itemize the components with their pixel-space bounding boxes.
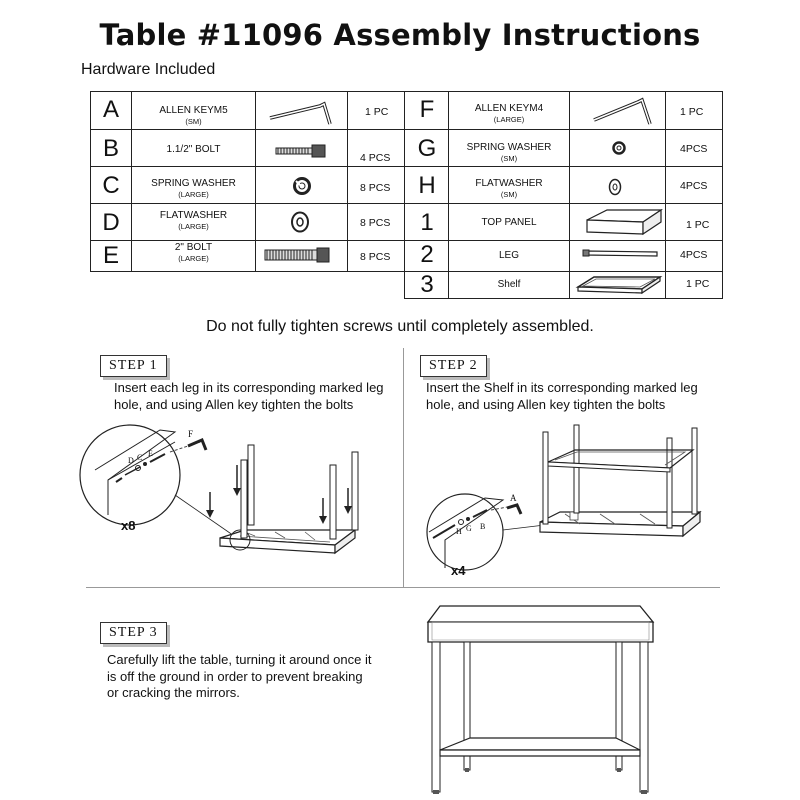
hardware-id: 2 [420, 241, 434, 268]
spring-washer-icon [293, 177, 311, 195]
hardware-name: FLATWASHER (LARGE) [159, 210, 228, 231]
hardware-id: D [102, 209, 120, 236]
leg-icon [583, 248, 663, 258]
flat-washer-icon [608, 178, 622, 196]
spring-washer-icon [612, 141, 626, 155]
allen-key-icon [592, 96, 662, 128]
allen-key-icon [268, 96, 338, 126]
hardware-qty: 1 PC [686, 219, 710, 231]
step-1-text: Insert each leg in its corresponding marked leg hole, and using Allen key tighten the bolts [114, 380, 384, 412]
step-3-text: Carefully lift the table, turning it around once it is off the ground in order to prevent breaking or cracking the mirrors. [107, 652, 372, 700]
hardware-name: ALLEN KEYM5 (SM) [159, 105, 228, 126]
callout-a: A [510, 493, 517, 503]
step-1-diagram [80, 420, 380, 580]
hardware-id: A [102, 96, 119, 123]
step-3-label: STEP 3 [100, 622, 167, 644]
hardware-qty: 4PCS [680, 180, 708, 192]
step-2-text: Insert the Shelf in its corresponding marked leg hole, and using Allen key tighten the bolts [426, 380, 698, 412]
hardware-qty: 8 PCS [360, 217, 391, 229]
hardware-qty: 4 PCS [360, 152, 391, 164]
hardware-id: C [102, 172, 120, 199]
callout-g: G [466, 524, 472, 533]
bolt-icon [276, 145, 328, 157]
hardware-qty: 8 PCS [360, 251, 391, 263]
divider-vertical [403, 348, 404, 588]
step-2-label: STEP 2 [420, 355, 487, 377]
hardware-name: Shelf [497, 279, 521, 290]
callout-c: C [137, 453, 143, 462]
hardware-id: H [418, 172, 436, 199]
hardware-subtitle: Hardware Included [81, 61, 216, 78]
hardware-name: 1.1/2" BOLT [166, 144, 221, 155]
hardware-qty: 8 PCS [360, 182, 391, 194]
hardware-name: SPRING WASHER (SM) [466, 142, 552, 163]
step-2-multiplier: x4 [451, 563, 466, 578]
hardware-name: 2" BOLT (LARGE) [174, 242, 213, 263]
hardware-name: LEG [498, 250, 519, 261]
flat-washer-icon [290, 211, 310, 233]
hardware-qty: 1 PC [365, 106, 389, 118]
shelf-icon [576, 273, 662, 297]
page-title: Table #11096 Assembly Instructions [99, 18, 701, 52]
hardware-id: 3 [420, 271, 434, 298]
hardware-name: SPRING WASHER (LARGE) [151, 178, 236, 199]
hardware-qty: 4PCS [680, 143, 708, 155]
callout-h: H [456, 527, 462, 536]
top-panel-icon [585, 208, 665, 236]
callout-d: D [128, 456, 134, 465]
hardware-id: B [102, 135, 119, 162]
hardware-name: TOP PANEL [481, 217, 537, 228]
step-1-label: STEP 1 [100, 355, 167, 377]
step-3-diagram [418, 600, 668, 800]
hardware-id: 1 [420, 209, 434, 236]
hardware-id: E [102, 242, 119, 269]
divider-horizontal [86, 587, 720, 588]
hardware-name: ALLEN KEYM4 (LARGE) [474, 103, 544, 124]
callout-f: F [188, 429, 194, 439]
assembly-note: Do not fully tighten screws until completely assembled. [206, 318, 594, 335]
hardware-qty: 4PCS [680, 249, 708, 261]
callout-b: B [480, 522, 486, 531]
hardware-name: FLATWASHER (SM) [475, 178, 543, 199]
hardware-id: F [419, 96, 435, 123]
step-1-multiplier: x8 [121, 518, 136, 533]
callout-e: E [148, 449, 153, 458]
hardware-qty: 1 PC [680, 106, 704, 118]
hardware-id: G [417, 135, 437, 162]
hardware-qty: 1 PC [686, 278, 710, 290]
long-bolt-icon [265, 248, 331, 262]
step-2-diagram [415, 420, 715, 570]
